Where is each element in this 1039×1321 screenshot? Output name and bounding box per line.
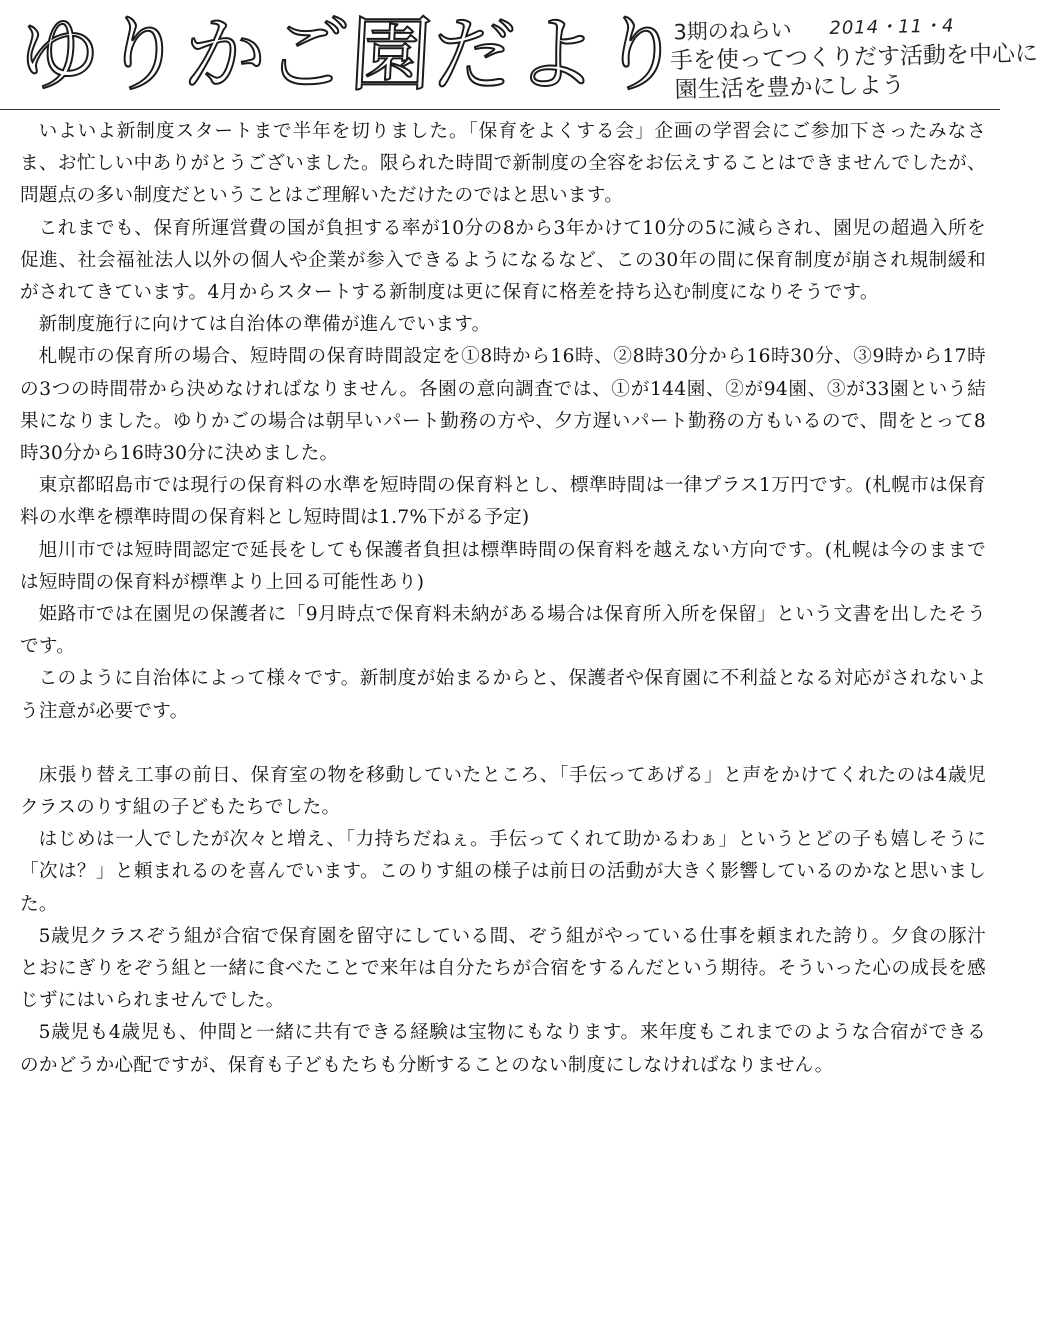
- paragraph: いよいよ新制度スタートまで半年を切りました。「保育をよくする会」企画の学習会にご参加下さったみなさま、お忙しい中ありがとうございました。限られた時間で新制度の全容をお伝えすることはできませんでしたが、問題点の多い制度だということはご理解いただけたのではと思います。: [20, 121, 986, 207]
- section-spacer: [20, 728, 986, 760]
- newsletter-header: [0, 0, 1039, 115]
- newsletter-body: [0, 116, 1000, 1082]
- aims-line-2: 園生活を豊かにしよう: [674, 72, 905, 104]
- paragraph: これまでも、保育所運営費の国が負担する率が10分の8から3年かけて10分の5に減らされ、園児の超過入所を促進、社会福祉法人以外の個人や企業が参入できるようになるなど、この30年の間に保育制度が崩され規制緩和がされてきています。4月からスタートする新制度は更に保育に格差を持ち込む制度になりそうです。: [20, 217, 986, 304]
- paragraph: 札幌市の保育所の場合、短時間の保育時間設定を①8時から16時、②8時30分から16時30分、③9時から17時の3つの時間帯から決めなければなりません。各園の意向調査では、①が144園、②が94園、③が33園という結果になりました。ゆりかごの場合は朝早いパート勤務の方や、夕方遅いパート勤務の方もいるので、間をとって8時30分から16時30分に決めました。: [20, 346, 986, 465]
- paragraph: 東京都昭島市では現行の保育料の水準を短時間の保育料とし、標準時間は一律プラス1万円です。(札幌市は保育料の水準を標準時間の保育料とし短時間は1.7%下がる予定): [20, 475, 986, 529]
- aims-heading: 3期のねらい: [673, 17, 793, 45]
- paragraph: このように自治体によって様々です。新制度が始まるからと、保護者や保育園に不利益となる対応がされないよう注意が必要です。: [20, 668, 986, 722]
- paragraph: 旭川市では短時間認定で延長をしても保護者負担は標準時間の保育料を越えない方向です。(札幌は今のままでは短時間の保育料が標準より上回る可能性あり): [20, 539, 986, 593]
- paragraph: 5歳児クラスぞう組が合宿で保育園を留守にしている間、ぞう組がやっている仕事を頼まれた誇り。夕食の豚汁とおにぎりをぞう組と一緒に食べたことで来年は自分たちが合宿をするんだという期待。そういった心の成長を感じずにはいられませんでした。: [20, 925, 986, 1012]
- paragraph: 5歳児も4歳児も、仲間と一緒に共有できる経験は宝物にもなります。来年度もこれまでのような合宿ができるのかどうか心配ですが、保育も子どもたちも分断することのない制度にしなければなりません。: [20, 1022, 986, 1076]
- newsletter-title: ゆりかご園だより: [15, 8, 685, 103]
- paragraph: 姫路市では在園児の保護者に「9月時点で保育料未納がある場合は保育所入所を保留」という文書を出したそうです。: [20, 604, 986, 658]
- term-aims-block: [669, 11, 1039, 106]
- issue-date: 2014・11・4: [829, 15, 955, 40]
- paragraph: 新制度施行に向けては自治体の準備が進んでいます。: [38, 314, 491, 336]
- paragraph: はじめは一人でしたが次々と増え、「力持ちだねぇ。手伝ってくれて助かるわぁ」というとどの子も嬉しそうに「次は？」と頼まれるのを喜んでいます。このりす組の様子は前日の活動が大きく影響しているのかなと思いました。: [20, 829, 986, 915]
- header-divider: [0, 109, 1000, 110]
- aims-line-1: 手を使ってつくりだす活動を中心に: [669, 40, 1039, 75]
- paragraph: 床張り替え工事の前日、保育室の物を移動していたところ、「手伝ってあげる」と声をかけてくれたのは4歳児クラスのりす組の子どもたちでした。: [20, 764, 986, 819]
